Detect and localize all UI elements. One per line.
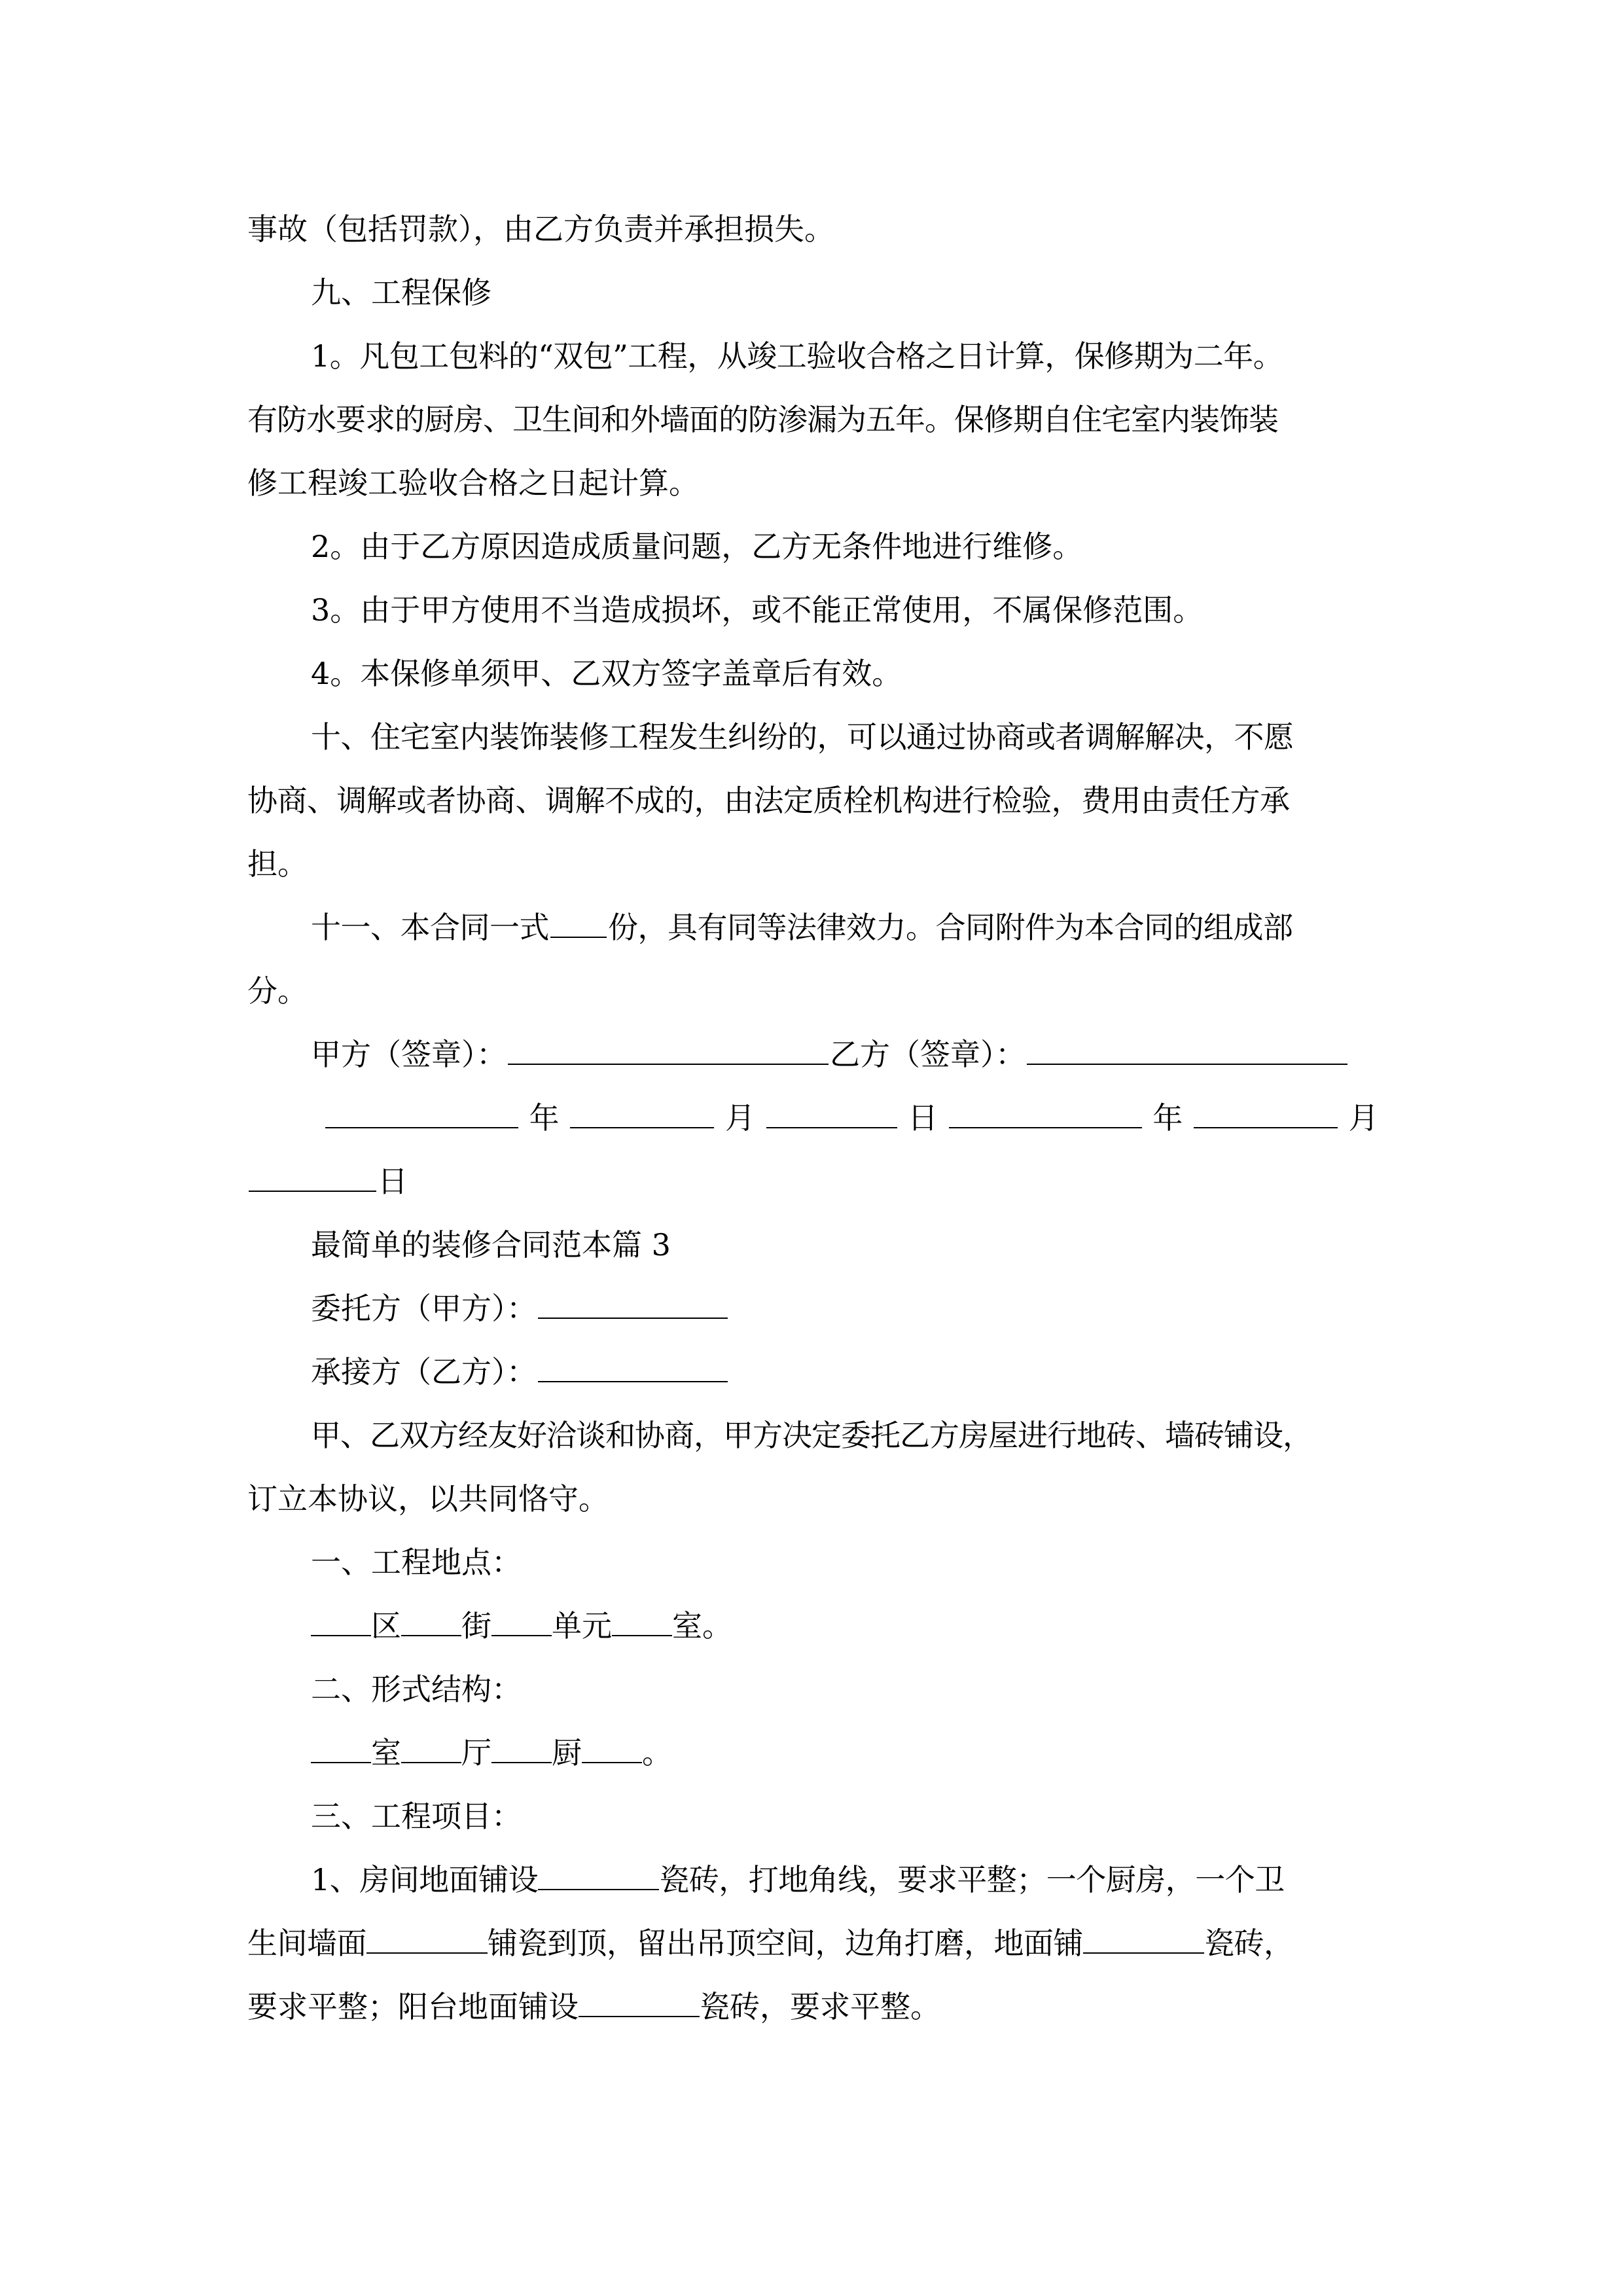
text: 瓷砖，要求平整。 — [700, 1989, 940, 2024]
section-heading-location: 一、工程地点： — [311, 1545, 522, 1580]
period: 。 — [642, 1735, 672, 1770]
unit-blank[interactable] — [491, 1606, 552, 1636]
bathroom-floor-tile-blank[interactable] — [1083, 1924, 1204, 1954]
party-a-year-blank[interactable] — [325, 1098, 518, 1128]
section-heading-warranty: 九、工程保修 — [311, 275, 491, 310]
paragraph-line: 有防水要求的厨房、卫生间和外墙面的防渗漏为五年。保修期自住宅室内装饰装 — [247, 402, 1278, 437]
paragraph-line: 1。凡包工包料的“双包”工程，从竣工验收合格之日计算，保修期为二年。 — [311, 338, 1283, 374]
text: 份，具有同等法律效力。合同附件为本合同的组成部 — [608, 910, 1293, 945]
paragraph-line — [311, 1860, 1391, 1899]
room-floor-tile-blank[interactable] — [538, 1860, 659, 1890]
paragraph-line: 3。由于甲方使用不当造成损坏，或不能正常使用，不属保修范围。 — [311, 592, 1204, 628]
paragraph-line — [247, 1987, 1389, 2026]
party-b-year-blank[interactable] — [949, 1098, 1142, 1128]
month-label: 月 — [724, 1100, 755, 1136]
rooms-label: 室 — [371, 1735, 401, 1770]
date-line-continued — [247, 1162, 1389, 1201]
room-blank[interactable] — [612, 1606, 672, 1636]
day-label: 日 — [378, 1164, 408, 1199]
kitchens-blank[interactable] — [491, 1733, 552, 1763]
copies-blank[interactable] — [550, 908, 607, 938]
party-b-signature-label: 乙方（签章）： — [830, 1037, 1026, 1072]
section-title-template-3: 最简单的装修合同范本篇 3 — [311, 1227, 671, 1263]
address-line — [311, 1606, 1391, 1645]
paragraph-line — [247, 1924, 1389, 1963]
contractor-blank[interactable] — [538, 1352, 728, 1382]
text: 十一、本合同一式 — [311, 910, 549, 945]
paragraph-line: 4。本保修单须甲、乙双方签字盖章后有效。 — [311, 656, 902, 691]
paragraph-line: 分。 — [247, 973, 308, 1009]
party-b-month-blank[interactable] — [1194, 1098, 1338, 1128]
section-heading-structure: 二、形式结构： — [311, 1672, 522, 1707]
paragraph-line: 担。 — [247, 846, 308, 882]
year-label: 年 — [1152, 1100, 1183, 1136]
contractor-line — [311, 1352, 1391, 1391]
halls-blank[interactable] — [401, 1733, 461, 1763]
structure-extra-blank[interactable] — [582, 1733, 642, 1763]
halls-label: 厅 — [461, 1735, 491, 1770]
month-label: 月 — [1348, 1100, 1379, 1136]
paragraph-line: 事故（包括罚款），由乙方负责并承担损失。 — [247, 211, 834, 247]
district-label: 区 — [371, 1608, 401, 1643]
text: 铺瓷到顶，留出吊顶空间，边角打磨，地面铺 — [488, 1926, 1083, 1961]
street-label: 街 — [461, 1608, 491, 1643]
client-label: 委托方（甲方）： — [311, 1291, 537, 1326]
party-b-signature-blank[interactable] — [1027, 1035, 1347, 1065]
unit-label: 单元 — [552, 1608, 612, 1643]
paragraph-line: 2。由于乙方原因造成质量问题，乙方无条件地进行维修。 — [311, 529, 1083, 564]
balcony-tile-blank[interactable] — [579, 1987, 700, 2017]
text: 1、房间地面铺设 — [311, 1862, 539, 1897]
client-blank[interactable] — [538, 1289, 728, 1319]
text: 瓷砖， — [1204, 1926, 1294, 1961]
party-a-month-blank[interactable] — [570, 1098, 714, 1128]
paragraph-line: 十、住宅室内装饰装修工程发生纠纷的，可以通过协商或者调解解决，不愿 — [311, 719, 1294, 755]
kitchens-label: 厨 — [552, 1735, 582, 1770]
party-b-day-blank[interactable] — [249, 1162, 376, 1192]
paragraph-line — [311, 908, 1391, 947]
text: 生间墙面 — [247, 1926, 366, 1961]
party-a-signature-label: 甲方（签章）： — [311, 1037, 507, 1072]
contractor-label: 承接方（乙方）： — [311, 1354, 537, 1390]
district-blank[interactable] — [311, 1606, 371, 1636]
rooms-blank[interactable] — [311, 1733, 371, 1763]
client-line — [311, 1289, 1391, 1328]
text: 要求平整；阳台地面铺设 — [247, 1989, 579, 2024]
date-line — [324, 1098, 1404, 1138]
text: 瓷砖，打地角线，要求平整；一个厨房，一个卫 — [659, 1862, 1285, 1897]
street-blank[interactable] — [401, 1606, 461, 1636]
signature-line — [311, 1035, 1391, 1074]
party-a-day-blank[interactable] — [766, 1098, 897, 1128]
bathroom-wall-tile-blank[interactable] — [366, 1924, 488, 1954]
day-label: 日 — [908, 1100, 938, 1136]
paragraph-line: 修工程竣工验收合格之日起计算。 — [247, 465, 699, 501]
section-heading-items: 三、工程项目： — [311, 1799, 522, 1834]
party-a-signature-blank[interactable] — [508, 1035, 829, 1065]
paragraph-line: 订立本协议，以共同恪守。 — [247, 1481, 609, 1516]
paragraph-line: 协商、调解或者协商、调解不成的，由法定质栓机构进行检验，费用由责任方承 — [247, 783, 1290, 818]
room-label: 室。 — [672, 1608, 732, 1643]
structure-line — [311, 1733, 1391, 1772]
paragraph-line: 甲、乙双方经友好洽谈和协商，甲方决定委托乙方房屋进行地砖、墙砖铺设， — [311, 1418, 1312, 1453]
year-label: 年 — [529, 1100, 560, 1136]
